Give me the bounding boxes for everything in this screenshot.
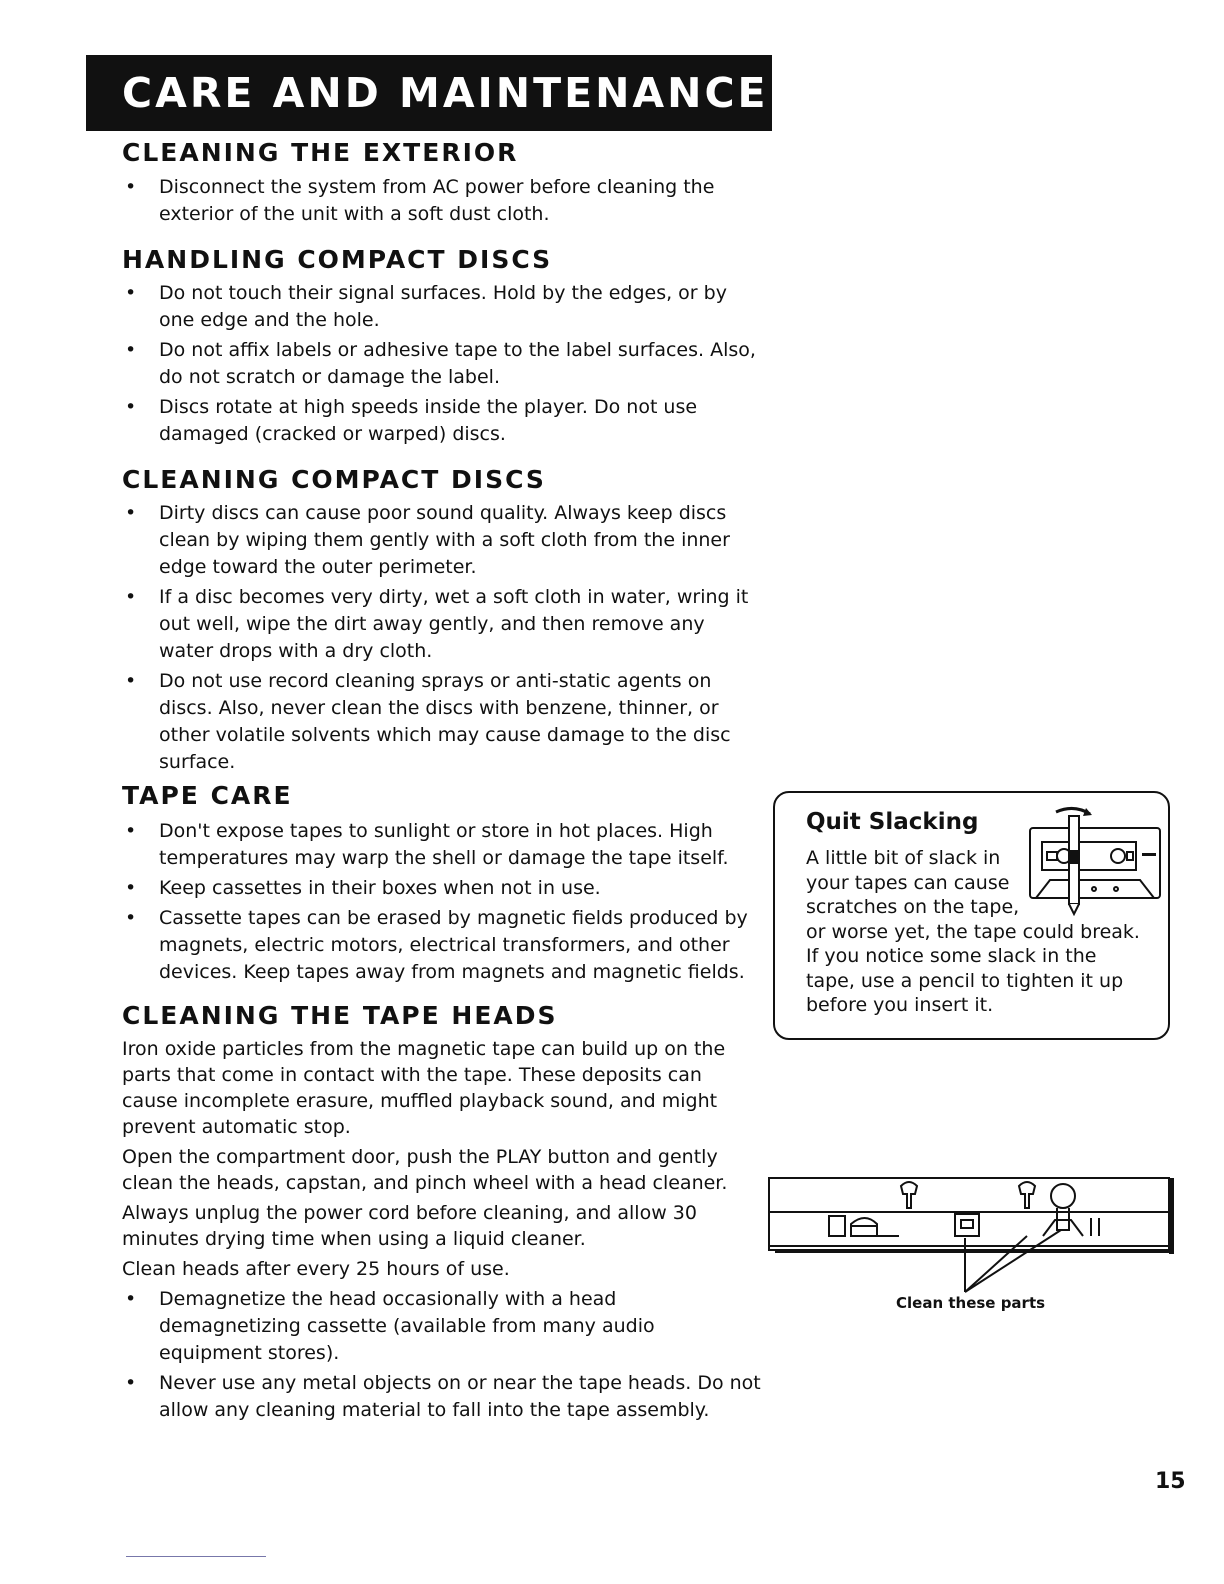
list-handling-discs — [122, 280, 762, 448]
heading-handling-discs: HANDLING COMPACT DISCS — [122, 245, 553, 274]
heading-tape-care: TAPE CARE — [122, 781, 293, 810]
quit-slacking-tip-box — [773, 791, 1170, 1040]
tape-heads-paragraphs — [122, 1036, 762, 1282]
list-item: • Disconnect the system from AC power before cleaning the exterior of the unit with a soft dust cloth. — [122, 174, 762, 228]
list-cleaning-discs — [122, 500, 762, 776]
page-title: CARE AND MAINTENANCE — [122, 69, 769, 117]
list-item: • Do not touch their signal surfaces. Hold by the edges, or by one edge and the hole. — [122, 280, 762, 334]
tip-line: your tapes can cause — [806, 871, 1010, 894]
list-item: • Keep cassettes in their boxes when not in use. — [122, 875, 762, 902]
page-number: 15 — [1155, 1469, 1186, 1494]
paragraph: Clean heads after every 25 hours of use. — [122, 1258, 510, 1280]
list-item: • Discs rotate at high speeds inside the player. Do not use damaged (cracked or warped) discs. — [122, 394, 762, 448]
list-item: • Demagnetize the head occasionally with a head demagnetizing cassette (available from many audio equipment stores). — [122, 1286, 762, 1367]
list-item: • Never use any metal objects on or near the tape heads. Do not allow any cleaning material to fall into the tape assembly. — [122, 1370, 762, 1424]
list-tape-heads — [122, 1286, 762, 1424]
tip-title: Quit Slacking — [806, 809, 979, 835]
list-item: • Do not affix labels or adhesive tape to the label surfaces. Also, do not scratch or damage the label. — [122, 337, 762, 391]
tip-line: before you insert it. — [806, 994, 994, 1016]
list-item: • Dirty discs can cause poor sound quality. Always keep discs clean by wiping them gently with a soft cloth from the inner edge toward the outer perimeter. — [122, 500, 762, 581]
heading-cleaning-discs: CLEANING COMPACT DISCS — [122, 465, 546, 494]
heading-cleaning-tape-heads: CLEANING THE TAPE HEADS — [122, 1001, 558, 1030]
tape-heads-diagram — [765, 1168, 1177, 1298]
list-item: • If a disc becomes very dirty, wet a soft cloth in water, wring it out well, wipe the dirt away gently, and then remove any water drops with a dry cloth. — [122, 584, 762, 665]
list-item: • Cassette tapes can be erased by magnetic fields produced by magnets, electric motors, electrical transformers, and other devices. Keep tapes away from magnets and magnetic fields. — [122, 905, 762, 986]
paragraph: Open the compartment door, push the PLAY button and gently clean the heads, capstan, and pinch wheel with a head cleaner. — [122, 1146, 728, 1194]
main-column — [122, 138, 762, 1427]
tip-line: scratches on the tape, — [806, 896, 1020, 918]
heading-cleaning-exterior: CLEANING THE EXTERIOR — [122, 138, 519, 167]
paragraph: Always unplug the power cord before cleaning, and allow 30 minutes drying time when using a liquid cleaner. — [122, 1202, 697, 1250]
paragraph: Iron oxide particles from the magnetic tape can build up on the parts that come in contact with the tape. These deposits can cause incomplete erasure, muffled playback sound, and might prevent automatic stop. — [122, 1038, 726, 1138]
figure-caption: Clean these parts — [896, 1294, 1046, 1312]
footer-rule — [126, 1556, 266, 1557]
tip-line: or worse yet, the tape could break. — [806, 920, 1140, 943]
page-title-banner — [86, 55, 772, 131]
list-item: • Do not use record cleaning sprays or anti-static agents on discs. Also, never clean the discs with benzene, thinner, or other volatile solvents which may cause damage to the disc surface. — [122, 668, 762, 776]
tip-line: A little bit of slack in — [806, 847, 1001, 869]
tip-line: tape, use a pencil to tighten it up — [806, 969, 1124, 992]
list-cleaning-exterior — [122, 174, 762, 228]
tip-line: If you notice some slack in the — [806, 945, 1097, 967]
list-tape-care — [122, 818, 762, 986]
list-item: • Don't expose tapes to sunlight or store in hot places. High temperatures may warp the shell or damage the tape itself. — [122, 818, 762, 872]
tip-text — [806, 846, 1161, 1018]
